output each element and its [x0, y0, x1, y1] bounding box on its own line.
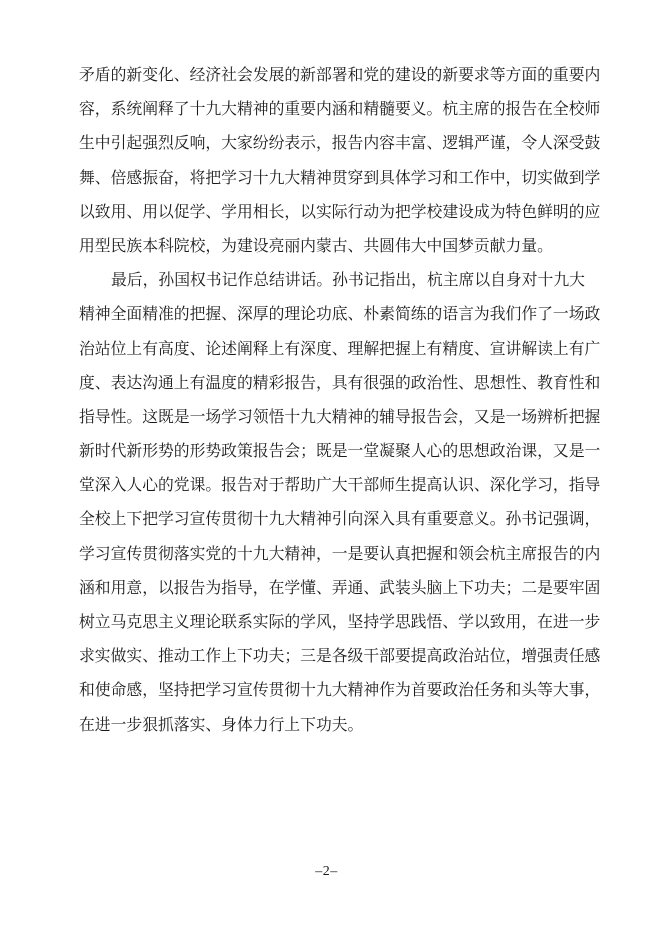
- text-line: 治站位上有高度、论述阐释上有深度、理解把握上有精度、宣讲解读上有广: [79, 338, 601, 358]
- paragraph-1: [79, 58, 601, 263]
- text-line: 全校上下把学习宣传贯彻十九大精神引向深入具有重要意义。孙书记强调，: [79, 509, 601, 529]
- document-body: [79, 58, 601, 742]
- text-line: 容，系统阐释了十九大精神的重要内涵和精髓要义。杭主席的报告在全校师: [79, 99, 601, 119]
- text-line: 新时代新形势的形势政策报告会；既是一堂凝聚人心的思想政治课，又是一: [79, 441, 601, 461]
- text-line: 精神全面精准的把握、深厚的理论功底、朴素简练的语言为我们作了一场政: [79, 304, 601, 324]
- text-line: 舞、倍感振奋，将把学习十九大精神贯穿到具体学习和工作中，切实做到学: [79, 167, 601, 187]
- text-line: 以致用、用以促学、学用相长，以实际行动为把学校建设成为特色鲜明的应: [79, 201, 601, 221]
- page-number: –2–: [315, 864, 338, 879]
- text-line: 和使命感，坚持把学习宣传贯彻十九大精神作为首要政治任务和头等大事，: [79, 680, 601, 700]
- text-line: 度、表达沟通上有温度的精彩报告，具有很强的政治性、思想性、教育性和: [79, 372, 601, 392]
- text-line: 堂深入人心的党课。报告对于帮助广大干部师生提高认识、深化学习，指导: [79, 475, 601, 495]
- text-line: 指导性。这既是一场学习领悟十九大精神的辅导报告会，又是一场辨析把握: [79, 406, 601, 426]
- text-line: 树立马克思主义理论联系实际的学风，坚持学思践悟、学以致用，在进一步: [79, 612, 601, 631]
- text-line: 学习宣传贯彻落实党的十九大精神，一是要认真把握和领会杭主席报告的内: [79, 543, 601, 563]
- text-line: 求实做实、推动工作上下功夫；三是各级干部要提高政治站位，增强责任感: [79, 646, 601, 666]
- text-line: 涵和用意，以报告为指导，在学懂、弄通、武装头脑上下功夫；二是要牢固: [79, 577, 601, 597]
- text-line: 最后，孙国权书记作总结讲话。孙书记指出，杭主席以自身对十九大: [111, 270, 585, 290]
- text-line: 在进一步狠抓落实、身体力行上下功夫。: [79, 714, 364, 734]
- text-line: 矛盾的新变化、经济社会发展的新部署和党的建设的新要求等方面的重要内: [79, 65, 601, 84]
- text-line: 用型民族本科院校，为建设亮丽内蒙古、共圆伟大中国梦贡献力量。: [79, 235, 553, 255]
- paragraph-2: [79, 263, 601, 742]
- text-line: 生中引起强烈反响，大家纷纷表示，报告内容丰富、逻辑严谨，令人深受鼓: [79, 133, 601, 153]
